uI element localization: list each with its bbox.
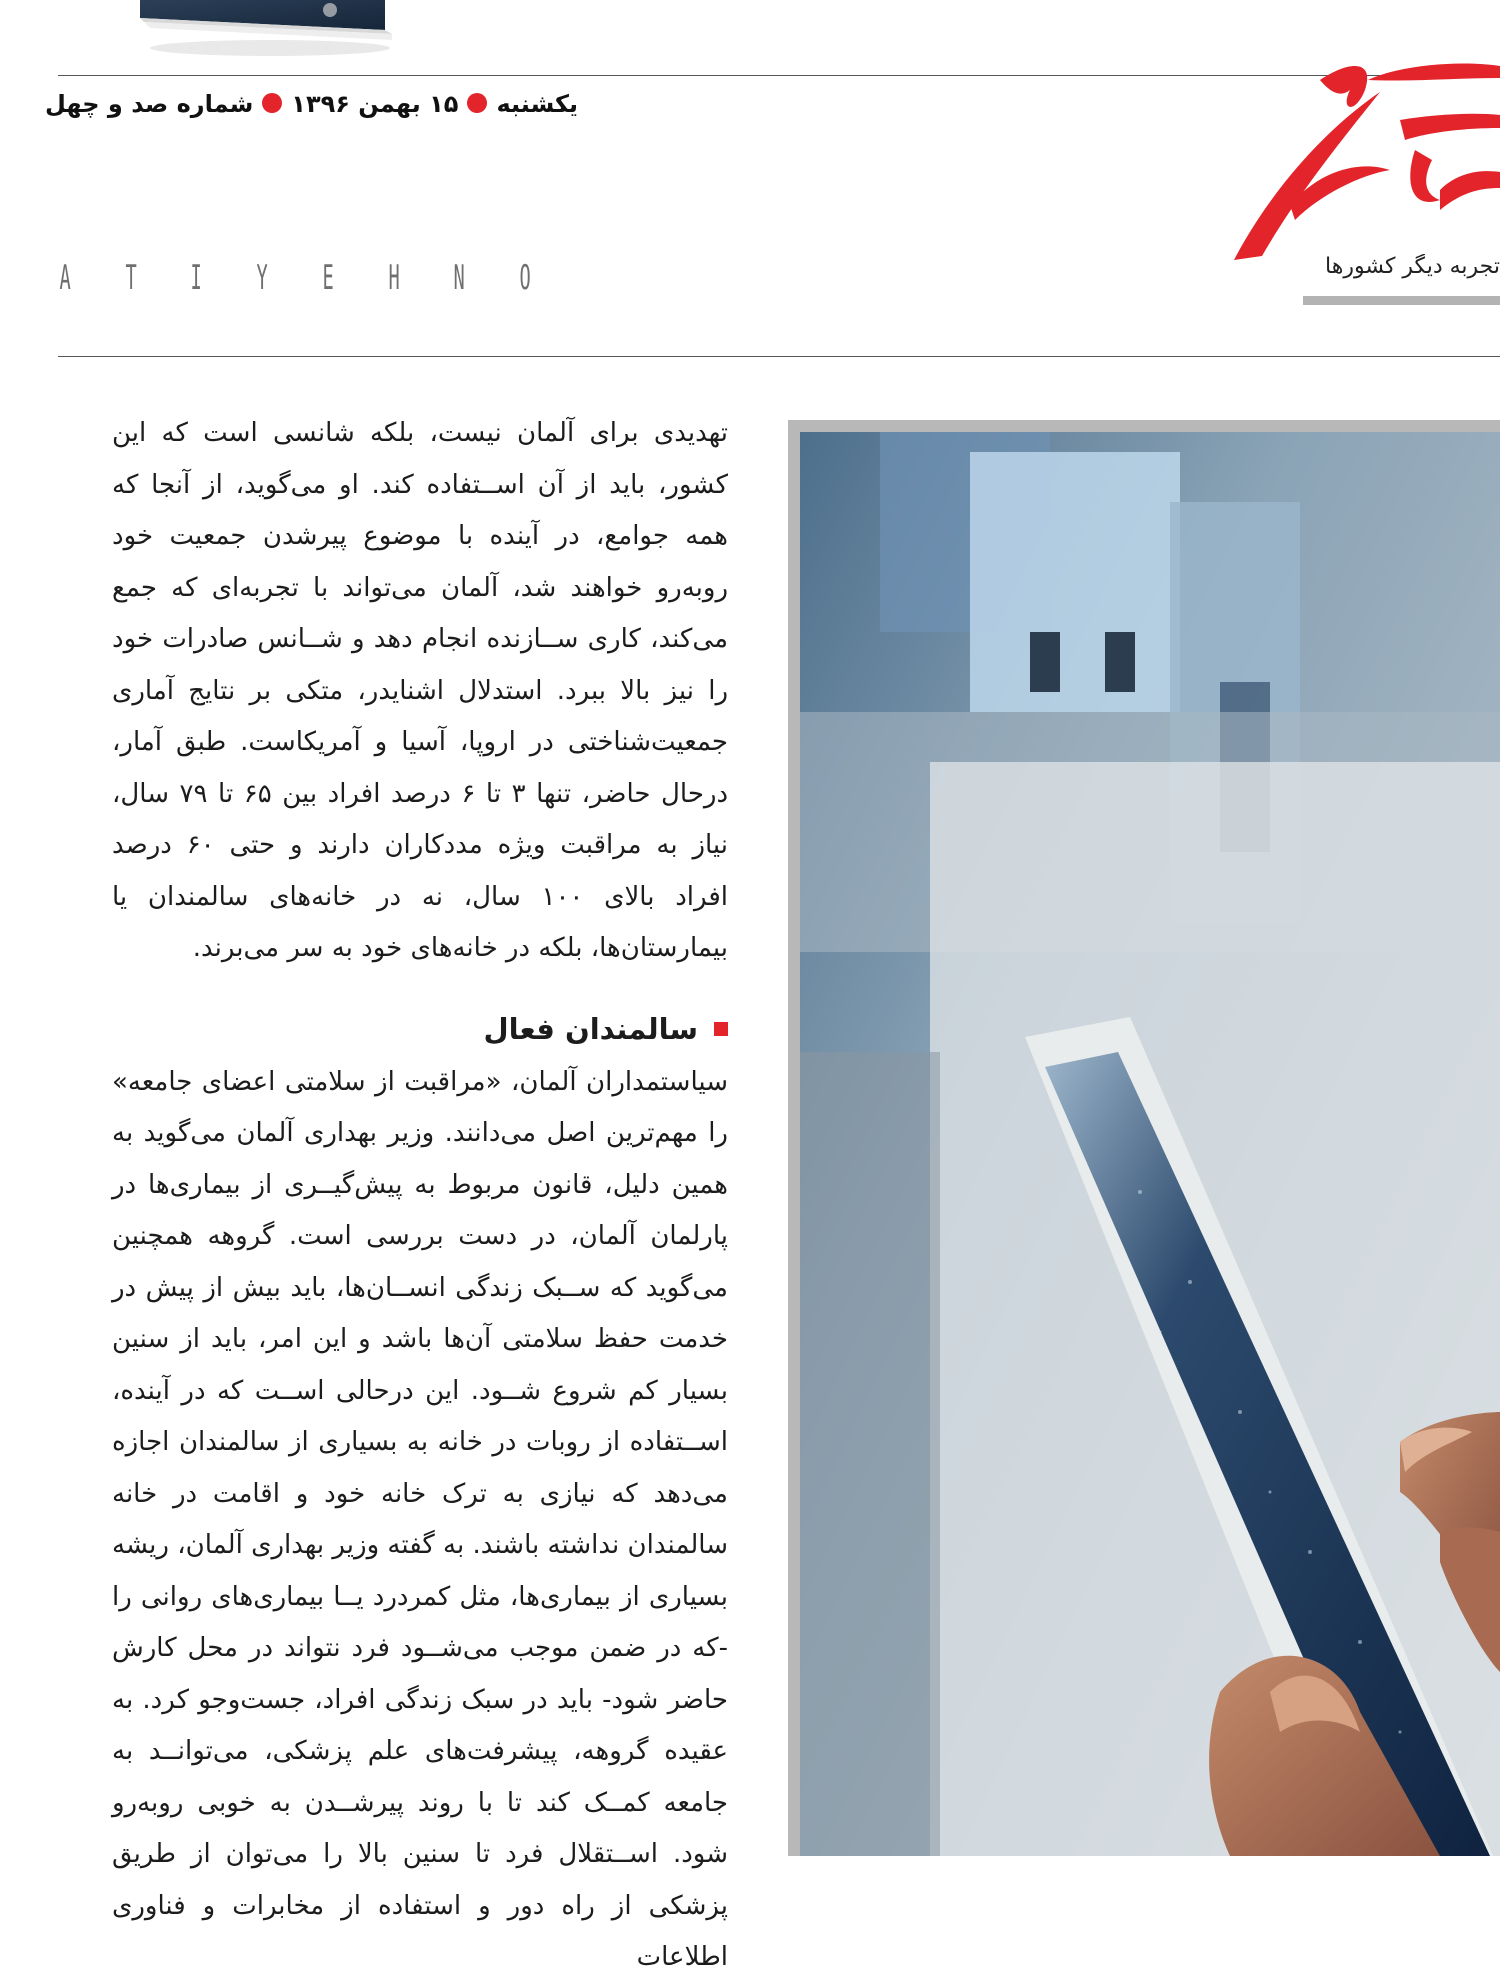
section-letter: H	[388, 258, 400, 298]
bullet-dot-icon	[262, 93, 282, 113]
brand-tagline: تجربه دیگر کشورها	[1325, 254, 1500, 279]
section-letter: E	[322, 258, 334, 298]
subheading-text: سالمندان فعال	[483, 1011, 698, 1046]
book-cover-image	[130, 0, 400, 62]
hand-holding-smartphone-photo	[800, 432, 1500, 1856]
section-letter: Y	[256, 258, 268, 298]
section-letter: O	[519, 258, 531, 298]
bullet-dot-icon	[467, 93, 487, 113]
section-rule	[58, 356, 1500, 357]
section-letter: T	[125, 258, 137, 298]
dateline-date: ۱۵ بهمن ۱۳۹۶	[291, 90, 459, 118]
tagline-underline	[1303, 296, 1500, 305]
brand-logo-icon	[1200, 20, 1500, 270]
dateline	[45, 84, 578, 124]
article-paragraph: تهدیدی برای آلمان نیست، بلکه شانسی است که این کشور، باید از آن اســتفاده کند. او می‌گوید، از آنجا که همه جوامع، در آینده با موضوع پیرشدن جمعیت خود روبه‌رو خواهند شد، آلمان می‌تواند با تجربه‌ای که جمع می‌کند، کاری ســازنده انجام دهد و شــانس صادرات خود را نیز بالا ببرد. استدلال اشنایدر، متکی بر نتایج آماری جمعیت‌شناختی در اروپا، آسیا و آمریکاست. طبق آمار، درحال حاضر، تنها ۳ تا ۶ درصد افراد بین ۶۵ تا ۷۹ سال، نیاز به مراقبت ویژه مددکاران دارند و حتی ۶۰ درصد افراد بالای ۱۰۰ سال، نه در خانه‌های سالمندان یا بیمارستان‌ها، بلکه در خانه‌های خود به سر می‌برند.	[112, 418, 729, 963]
red-square-icon	[714, 1022, 728, 1036]
article-subheading	[112, 1005, 728, 1053]
dateline-issue: شماره صد و چهل	[45, 90, 254, 118]
section-label	[55, 258, 535, 308]
section-letter: I	[190, 258, 203, 298]
dateline-day: یکشنبه	[496, 90, 578, 118]
article-body	[112, 408, 728, 1984]
section-letter: N	[453, 258, 465, 298]
article-paragraph: سیاستمداران آلمان، «مراقبت از سلامتی اعضای جامعه» را مهم‌ترین اصل می‌دانند. وزیر بهداری آلمان می‌گوید به همین دلیل، قانون مربوط به پیش‌گیــری از بیماری‌ها در پارلمان آلمان، در دست بررسی است. گروهه همچنین می‌گوید که ســبک زندگی انســان‌ها، باید بیش از پیش در خدمت حفظ سلامتی آن‌ها باشد و این امر، باید از سنین بسیار کم شروع شــود. این درحالی اســت که در آینده، اســتفاده از روبات در خانه به بسیاری از سالمندان اجازه می‌دهد که نیازی به ترک خانه خود و اقامت در خانه سالمندان نداشته باشند. به گفته وزیر بهداری آلمان، ریشه بسیاری از بیماری‌ها، مثل کمردرد یــا بیماری‌های روانی را -که در ضمن موجب می‌شــود فرد نتواند در محل کارش حاضر شود- باید در سبک زندگی افراد، جست‌وجو کرد. به عقیده گروهه، پیشرفت‌های علم پزشکی، می‌توانــد به جامعه کمــک کند تا با روند پیرشــدن به خوبی روبه‌رو شود. اســتقلال فرد تا سنین بالا را می‌توان از طریق پزشکی از راه دور و استفاده از مخابرات و فناوری اطلاعات	[112, 1066, 728, 1972]
section-letter: A	[59, 258, 71, 298]
